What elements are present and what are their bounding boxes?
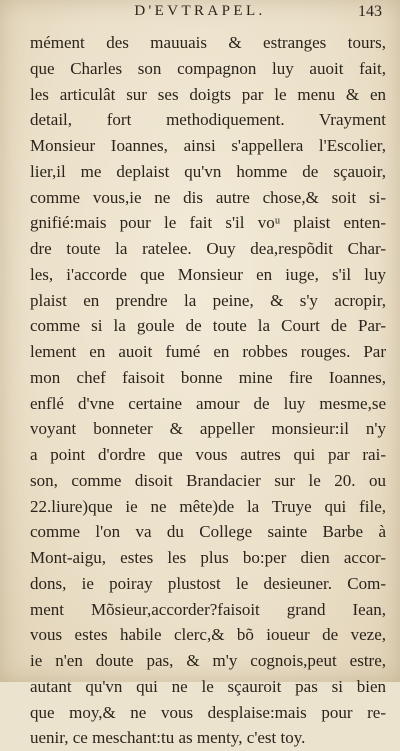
text-line: lier,il me deplaist qu'vn homme de sçauoir, bbox=[30, 161, 386, 181]
text-line: Mont-aigu, estes les plus bo:per dien accor- bbox=[30, 548, 386, 567]
text-line: comme si la goule de toute la Court de Par- bbox=[30, 316, 386, 336]
text-line: voyant bonneter & appeller monsieur:il n'y bbox=[30, 419, 386, 439]
text-line: a point d'ordre que vous autres qui par rai- bbox=[30, 445, 386, 464]
text-line: 22.liure)que ie ne mête)de la Truye qui file, bbox=[30, 496, 386, 516]
text-line: comme vous,ie ne dis autre chose,& soit si- bbox=[30, 187, 386, 207]
text-line: vous estes habile clerc,& bõ ioueur de veze, bbox=[30, 625, 386, 645]
text-line: autant qu'vn qui ne le sçauroit pas si bien bbox=[30, 676, 386, 696]
text-line: uenir, ce meschant:tu as menty, c'est toy. bbox=[30, 728, 306, 748]
page-header bbox=[0, 3, 400, 25]
text-line: dre toute la ratelee. Ouy dea,respõdit Char- bbox=[30, 239, 386, 258]
body-text bbox=[14, 30, 386, 751]
text-line: dons, ie poiray plustost le desieuner. Com- bbox=[30, 573, 386, 593]
text-line: Monsieur Ioannes, ainsi s'appellera l'Escolier, bbox=[30, 136, 386, 155]
running-title: D'EVTRAPEL. bbox=[134, 3, 266, 19]
text-line: que Charles son compagnon luy auoit fait, bbox=[30, 58, 386, 78]
text-line: les, i'accorde que Monsieur en iuge, s'il luy bbox=[30, 264, 386, 284]
text-line: mément des mauuais & estranges tours, bbox=[30, 33, 386, 52]
text-line: ie n'en doute pas, & m'y cognois,peut estre, bbox=[30, 651, 386, 670]
text-line: les articulât sur ses doigts par le menu & en bbox=[30, 84, 386, 104]
text-line: son, comme disoit Brandacier sur le 20. ou bbox=[30, 470, 386, 490]
text-line: plaist en prendre la peine, & s'y acropir, bbox=[30, 290, 386, 310]
text-line: enflé d'vne certaine amour de luy mesme,se bbox=[30, 393, 386, 413]
text-line: mon chef faisoit bonne mine fire Ioannes, bbox=[30, 367, 386, 387]
text-line: que moy,& ne vous desplaise:mais pour re- bbox=[30, 702, 386, 722]
page-number: 143 bbox=[358, 3, 382, 20]
text-line: gnifié:mais pour le fait s'il voᵘ plaist enten- bbox=[30, 213, 386, 233]
text-line: lement en auoit fumé en robbes rouges. Par bbox=[30, 342, 386, 361]
text-line: detail, fort methodiquement. Vrayment bbox=[30, 110, 386, 130]
text-line: ment Mõsieur,accorder?faisoit grand Iean, bbox=[30, 599, 386, 619]
text-line: comme l'on va du College sainte Barbe à bbox=[30, 522, 386, 542]
